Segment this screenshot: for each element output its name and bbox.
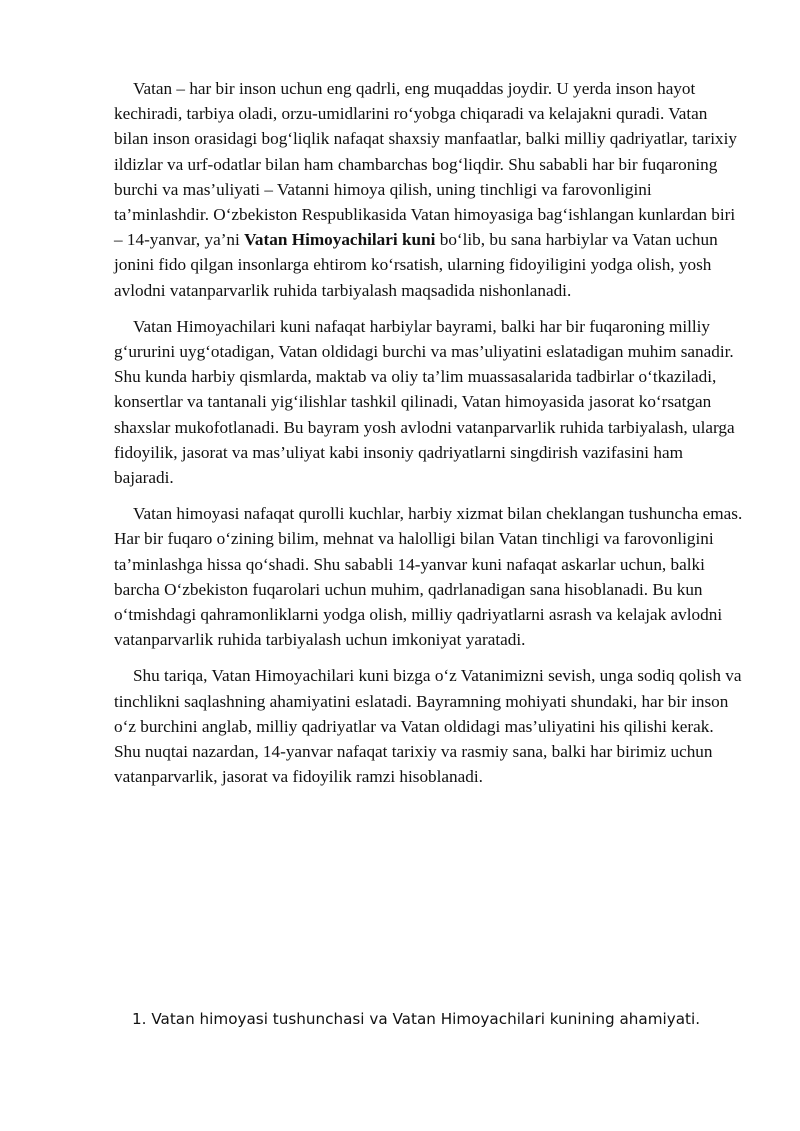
paragraph-2: Vatan Himoyachilari kuni nafaqat harbiylar bayrami, balki har bir fuqaroning milliy g‘ururini uyg‘otadigan, Vatan oldidagi burchi va mas’uliyatini eslatadigan muhim sanadir. Shu kunda harbiy qismlarda, maktab va oliy ta’lim muassasalarida tadbirlar o‘tkaziladi, konsertlar va tantanali yig‘ilishlar tashkil qilinadi, Vatan himoyasida jasorat ko‘rsatgan shaxslar mukofotlanadi. Bu bayram yosh avlodni vatanparvarlik ruhida tarbiyalash, ularga fidoyilik, jasorat va mas’uliyat kabi insoniy qadriyatlarni singdirish vazifasini ham bajaradi.	[114, 316, 735, 488]
paragraph-1-bold-term: Vatan Himoyachilari kuni	[244, 230, 436, 250]
paragraph-1	[114, 76, 744, 303]
numbered-list-item: 1. Vatan himoyasi tushunchasi va Vatan Himoyachilari kunining ahamiyati.	[132, 1010, 701, 1028]
paragraph-4: Shu tariqa, Vatan Himoyachilari kuni bizga o‘z Vatanimizni sevish, unga sodiq qolish va tinchlikni saqlashning ahamiyatini eslatadi. Bayramning mohiyati shundaki, har bir inson o‘z burchini anglab, milliy qadriyatlar va Vatan oldidagi mas’uliyatini his qilishi kerak. Shu nuqtai nazardan, 14-yanvar nafaqat tarixiy va rasmiy sana, balki har birimiz uchun vatanparvarlik, jasorat va fidoyilik ramzi hisoblanadi.	[114, 666, 742, 787]
paragraph-3: Vatan himoyasi nafaqat qurolli kuchlar, harbiy xizmat bilan cheklangan tushuncha emas. Har bir fuqaro o‘zining bilim, mehnat va halolligi bilan Vatan tinchligi va farovonligini ta’minlashga hissa qo‘shadi. Shu sababli 14-yanvar kuni nafaqat askarlar uchun, balki barcha O‘zbekiston fuqarolari uchun muhim, qadrlanadigan sana hisoblanadi. Bu kun o‘tmishdagi qahramonliklarni yodga olish, milliy qadriyatlarni asrash va kelajak avlodni vatanparvarlik ruhida tarbiyalash uchun imkoniyat yaratadi.	[114, 504, 743, 650]
paragraph-1-text-end: bo‘lib, bu sana harbiylar va Vatan uchun jonini fido qilgan insonlarga ehtirom ko‘rsatish, ularning fidoyiligini yodga olish, yosh avlodni vatanparvarlik ruhida tarbiyalash maqsadida nishonlanadi.	[114, 230, 718, 300]
paragraph-1-text-start: Vatan – har bir inson uchun eng qadrli, eng muqaddas joydir. U yerda inson hayot kechiradi, tarbiya oladi, orzu-umidlarini ro‘yobga chiqaradi va kelajakni quradi. Vatan bilan inson orasidagi bog‘liqlik nafaqat shaxsiy manfaatlar, balki milliy qadriyatlar, tarixiy ildizlar va urf-odatlar bilan ham chambarchas bog‘liqdir. Shu sababli har bir fuqaroning burchi va mas’uliyati – Vatanni himoya qilish, uning tinchligi va farovonligini ta’minlashdir. O‘zbekiston Respublikasida Vatan himoyasiga bag‘ishlangan kunlardan biri – 14-yanvar, ya’ni	[114, 79, 737, 250]
document-body	[114, 76, 744, 800]
